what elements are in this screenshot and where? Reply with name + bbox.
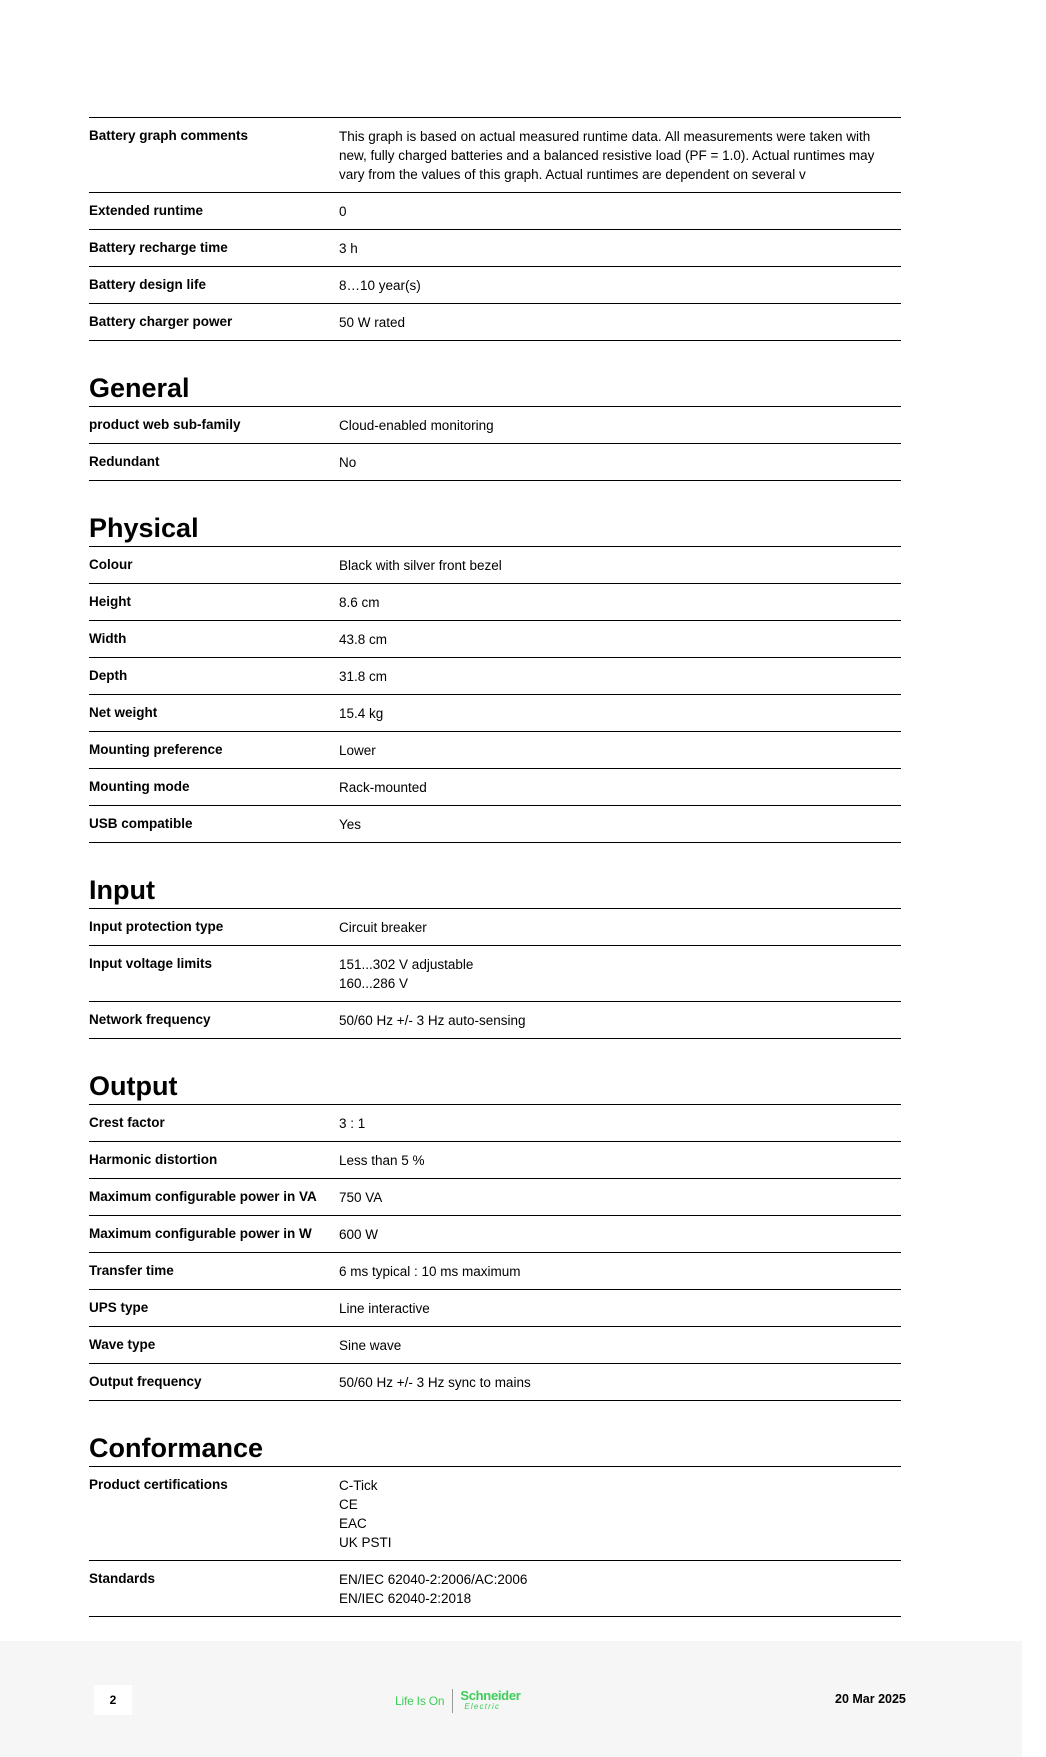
spec-value-line: Yes <box>339 817 362 832</box>
spec-label: Maximum configurable power in VA <box>89 1189 317 1204</box>
spec-value <box>339 452 901 472</box>
spec-value <box>339 555 901 575</box>
spec-sheet <box>89 117 901 1617</box>
spec-value-line: EAC <box>339 1516 367 1531</box>
spec-label: Wave type <box>89 1337 156 1352</box>
spec-label: Product certifications <box>89 1477 228 1492</box>
spec-row <box>89 547 901 584</box>
spec-value-line: 3 h <box>339 241 358 256</box>
section-table <box>89 908 901 1039</box>
section-output <box>89 1070 901 1401</box>
spec-value <box>339 814 901 834</box>
spec-label: Input voltage limits <box>89 956 213 971</box>
brand-name: Schneider <box>460 1688 521 1703</box>
brand-wordmark <box>460 1690 520 1712</box>
spec-label: Battery charger power <box>89 314 233 329</box>
spec-value <box>339 917 901 937</box>
spec-value <box>339 703 901 723</box>
spec-label: Harmonic distortion <box>89 1152 218 1167</box>
spec-row <box>89 732 901 769</box>
spec-value-line: 151...302 V adjustable <box>339 957 474 972</box>
spec-label: Width <box>89 631 127 646</box>
document-date: 20 Mar 2025 <box>835 1692 906 1706</box>
spec-label: Mounting mode <box>89 779 190 794</box>
spec-label: Redundant <box>89 454 160 469</box>
spec-label: Battery recharge time <box>89 240 228 255</box>
spec-value <box>339 126 901 184</box>
page-footer <box>0 1641 1022 1757</box>
spec-value-line: This graph is based on actual measured runtime data. All measurements were taken with new, fully charged batteries and a balanced resistive load (PF = 1.0). Actual runtimes may vary from the values of this graph. Actual runtimes are dependent on several v <box>339 129 875 182</box>
section-conformance <box>89 1432 901 1617</box>
section-table <box>89 546 901 843</box>
spec-row <box>89 584 901 621</box>
spec-value <box>339 1113 901 1133</box>
spec-label: Output frequency <box>89 1374 202 1389</box>
spec-value <box>339 666 901 686</box>
spec-value-line: Lower <box>339 743 376 758</box>
spec-value-line: 15.4 kg <box>339 706 384 721</box>
section-heading: Input <box>89 875 155 905</box>
spec-label: Height <box>89 594 131 609</box>
spec-row <box>89 1002 901 1039</box>
spec-value <box>339 740 901 760</box>
spec-value <box>339 312 901 332</box>
section-input <box>89 874 901 1039</box>
spec-value-line: EN/IEC 62040-2:2018 <box>339 1591 472 1606</box>
brand-sub: Electric <box>464 1702 501 1711</box>
spec-row <box>89 806 901 843</box>
spec-value <box>339 1475 901 1552</box>
spec-value <box>339 1224 901 1244</box>
spec-label: Standards <box>89 1571 156 1586</box>
spec-value <box>339 1010 901 1030</box>
spec-label: Transfer time <box>89 1263 174 1278</box>
spec-value-line: C-Tick <box>339 1478 378 1493</box>
life-is-on-tagline: Life Is On <box>395 1694 445 1708</box>
spec-row <box>89 1142 901 1179</box>
spec-label: Network frequency <box>89 1012 211 1027</box>
spec-value-line: Cloud-enabled monitoring <box>339 418 494 433</box>
spec-row <box>89 444 901 481</box>
spec-value-line: No <box>339 455 357 470</box>
spec-row <box>89 1216 901 1253</box>
spec-row <box>89 118 901 193</box>
spec-value-line: CE <box>339 1497 358 1512</box>
section-heading: Physical <box>89 513 199 543</box>
section-general <box>89 372 901 481</box>
section-heading: Output <box>89 1071 178 1101</box>
spec-value-line: UK PSTI <box>339 1535 392 1550</box>
schneider-logo <box>395 1687 521 1715</box>
spec-value-line: 8…10 year(s) <box>339 278 421 293</box>
spec-label: Input protection type <box>89 919 224 934</box>
spec-value-line: 750 VA <box>339 1190 383 1205</box>
spec-row <box>89 769 901 806</box>
spec-value-line: 43.8 cm <box>339 632 388 647</box>
spec-value-line: Less than 5 % <box>339 1153 425 1168</box>
spec-value-line: 3 : 1 <box>339 1116 366 1131</box>
spec-row <box>89 658 901 695</box>
spec-value <box>339 415 901 435</box>
section-table <box>89 1104 901 1401</box>
spec-value-line: EN/IEC 62040-2:2006/AC:2006 <box>339 1572 528 1587</box>
spec-value-line: 31.8 cm <box>339 669 388 684</box>
spec-value-line: 50/60 Hz +/- 3 Hz sync to mains <box>339 1375 531 1390</box>
logo-divider <box>452 1689 453 1713</box>
battery-block <box>89 117 901 341</box>
spec-row <box>89 621 901 658</box>
spec-label: Colour <box>89 557 133 572</box>
spec-label: Battery design life <box>89 277 207 292</box>
spec-sections <box>89 372 901 1617</box>
spec-row <box>89 1364 901 1401</box>
spec-value-line: Black with silver front bezel <box>339 558 502 573</box>
spec-value-line: Line interactive <box>339 1301 430 1316</box>
spec-value <box>339 777 901 797</box>
spec-row <box>89 946 901 1002</box>
section-table <box>89 1466 901 1617</box>
spec-label: Depth <box>89 668 128 683</box>
spec-value <box>339 201 901 221</box>
spec-value <box>339 1335 901 1355</box>
spec-value-line: Rack-mounted <box>339 780 427 795</box>
section-heading: General <box>89 373 190 403</box>
spec-value-line: Circuit breaker <box>339 920 427 935</box>
spec-label: Mounting preference <box>89 742 223 757</box>
spec-row <box>89 193 901 230</box>
spec-value <box>339 1261 901 1281</box>
spec-label: Battery graph comments <box>89 128 249 143</box>
spec-row <box>89 304 901 341</box>
spec-row <box>89 1105 901 1142</box>
spec-value <box>339 1187 901 1207</box>
spec-value-line: Sine wave <box>339 1338 402 1353</box>
spec-value-line: 8.6 cm <box>339 595 380 610</box>
spec-row <box>89 1467 901 1561</box>
spec-value <box>339 275 901 295</box>
spec-value <box>339 238 901 258</box>
spec-row <box>89 1561 901 1617</box>
spec-value <box>339 1298 901 1318</box>
section-table <box>89 406 901 481</box>
page-number: 2 <box>94 1685 132 1715</box>
spec-label: Crest factor <box>89 1115 165 1130</box>
spec-row <box>89 1179 901 1216</box>
spec-value-line: 600 W <box>339 1227 379 1242</box>
spec-label: Net weight <box>89 705 158 720</box>
spec-row <box>89 1327 901 1364</box>
spec-row <box>89 267 901 304</box>
spec-row <box>89 1290 901 1327</box>
spec-value-line: 160...286 V <box>339 976 409 991</box>
spec-value <box>339 629 901 649</box>
section-heading: Conformance <box>89 1433 264 1463</box>
spec-value <box>339 954 901 993</box>
spec-row <box>89 909 901 946</box>
section-physical <box>89 512 901 843</box>
spec-row <box>89 695 901 732</box>
spec-row <box>89 1253 901 1290</box>
spec-row <box>89 407 901 444</box>
spec-value-line: 6 ms typical : 10 ms maximum <box>339 1264 521 1279</box>
spec-value-line: 50 W rated <box>339 315 406 330</box>
spec-value <box>339 1372 901 1392</box>
spec-label: USB compatible <box>89 816 193 831</box>
spec-value <box>339 1150 901 1170</box>
spec-value-line: 50/60 Hz +/- 3 Hz auto-sensing <box>339 1013 526 1028</box>
spec-value <box>339 1569 901 1608</box>
spec-label: product web sub-family <box>89 417 241 432</box>
spec-value-line: 0 <box>339 204 347 219</box>
spec-value <box>339 592 901 612</box>
spec-label: UPS type <box>89 1300 149 1315</box>
spec-label: Maximum configurable power in W <box>89 1226 312 1241</box>
spec-row <box>89 230 901 267</box>
spec-label: Extended runtime <box>89 203 204 218</box>
